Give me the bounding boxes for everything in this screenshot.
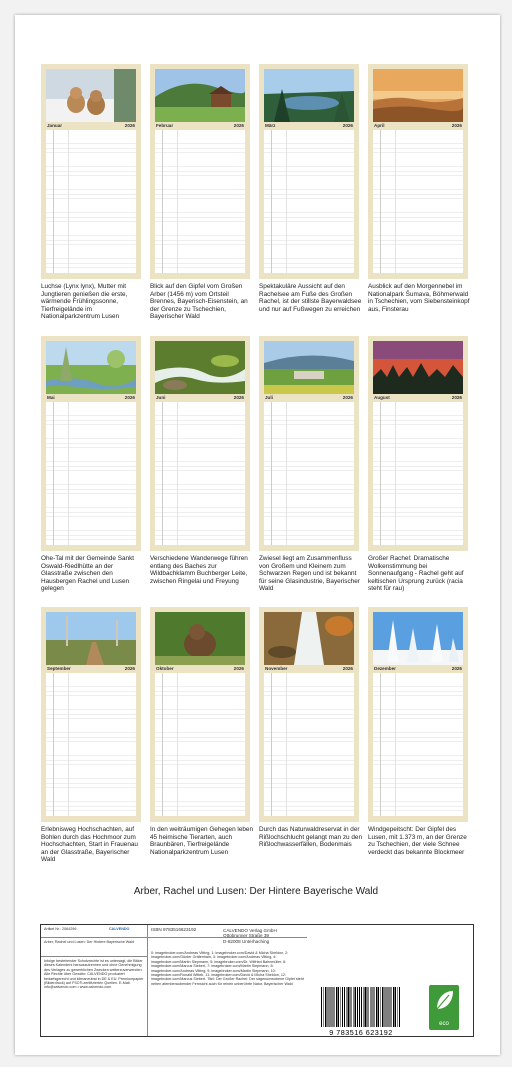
product-title: Arber, Rachel und Lusen: Der Hintere Bayerische Wald [44, 940, 135, 944]
month-year: 2026 [342, 395, 353, 400]
calendar-title: Arber, Rachel und Lusen: Der Hintere Bayerische Wald [133, 886, 379, 897]
month-name: Mai [47, 395, 55, 400]
morning-fog-photo [373, 69, 463, 122]
creek-photo [155, 341, 245, 394]
bear-photo [155, 612, 245, 665]
day-grid [46, 673, 136, 816]
month-header [46, 665, 136, 672]
month-page [368, 64, 468, 279]
month-year: 2026 [233, 395, 244, 400]
month-header [155, 665, 245, 672]
publisher-address: CALVENDO Verlag GmbH Ottobrunner Straße 39 D-82008 Unterhaching [223, 928, 277, 944]
month-name: Januar [47, 123, 63, 128]
article-number: Artikel Nr.: 2064296 [44, 927, 77, 931]
lynx-photo [46, 69, 136, 122]
photo-credits: 0: imagebroker.com/Andreas Vitting, 1: imagebroker.com/David & Micha Sheldon, 2: imagebroker.com/Günter Gräfenhain, 3: imagebroker.com/Andreas Vitting, 4: imagebroker.com/Martin Siepmann, 5: imagebroker.com/Dr. Wilfried Bahnmüller, 6: imagebroker.com/Marcus Siebert, 7: imagebroker.com/Martin Siepmann, 8: imagebroker.com/Andreas Vitting, 9: imagebroker.com/Martin Siepmann, 10: imagebroker.com/Ronald Wittek, 11: imagebroker.com/David & Micha Sheldon, 12: imagebroker.com/Marcus Siebert. Titel: Der Großer Rachel: Der sagenumwobene Gipfel steht neben atemberaubender Fernsicht auch für reinen unberührte Natur, Bayerischer Wald [151, 951, 304, 986]
arber-photo [155, 69, 245, 122]
month-page [150, 336, 250, 551]
photo-caption: Luchse (Lynx lynx), Mutter mit Jungtieren genießen die erste, wärmende Frühlingssonne, Tierfreigelände im Nationalparkzentrum Lusen [41, 283, 128, 321]
photo-caption: Zwiesel liegt am Zusammenfluss von Großem und Kleinem zum Schwarzen Regen und ist bekannt für seine Glasindustrie, Bayerischer Wald [259, 555, 360, 593]
barcode-number: 9 783516 623192 [329, 1028, 393, 1037]
photo-caption: Erlebnisweg Hochschachten, auf Bohlen durch das Hochmoor zum Hochschachten, Start in Frauenau an der Glasstraße, Bayerischer Wald [41, 826, 138, 864]
month-year: 2026 [451, 666, 462, 671]
legal-text: Infolge bestehender Schutzrechte ist es untersagt, die Bilder dieses Kalenders herauszutrennen und ohne Genehmigung des Verlages zu gewerblichen Zwecken weiterzuverwenden. Alle Rechte über Gewähr: CALVENDO produziert bedarfsgerecht und klimaneutral in DE & EU. Premiumpapier (Bilderdruck) auf FSC®-zertifizierten Quellen. E-Mail: info@calvendo.com • www.calvendo.com [44, 959, 144, 990]
photo-caption: Durch das Naturwaldreservat in der Rißlochschlucht gelangt man zu den Rißlochwasserfällen, Bodenmais [259, 826, 363, 849]
photo-caption: Spektakuläre Aussicht auf den Rachelsee am Fuße des Großen Rachel, ist der stillste Bayerwaldsee und nur auf Fußwegen zu erreichen [259, 283, 362, 313]
photo-caption: Ohe-Tal mit der Gemeinde Sankt Oswald-Riedlhütte an der Glasstraße zwischen den Hausbergen Rachel und Lusen gelegen [41, 555, 135, 593]
month-page [41, 336, 141, 551]
calvendo-logo: CALVENDO [109, 927, 130, 931]
leaf-icon [429, 985, 459, 1015]
photo-caption: Windgepeitscht: Der Gipfel des Lusen, mit 1.373 m, an der Grenze zu Tschechien, der viele Schnee verdeckt das bekannte Blockmeer [368, 826, 467, 856]
day-grid [46, 130, 136, 273]
month-page [150, 64, 250, 279]
product-label [40, 924, 474, 1037]
month-year: 2026 [124, 395, 135, 400]
photo-caption: Großer Rachel: Dramatische Wolkenstimmung bei Sonnenaufgang - Rachel geht auf keltischen Ursprung zurück (racia steht für rau) [368, 555, 464, 593]
month-year: 2026 [342, 666, 353, 671]
eco-label: eco [439, 1021, 449, 1027]
month-name: September [47, 666, 71, 671]
waterfall-photo [264, 612, 354, 665]
month-year: 2026 [124, 123, 135, 128]
day-grid [155, 673, 245, 816]
month-header [155, 122, 245, 129]
day-grid [373, 402, 463, 545]
zwiesel-photo [264, 341, 354, 394]
day-grid [264, 402, 354, 545]
boardwalk-photo [46, 612, 136, 665]
photo-caption: Ausblick auf den Morgennebel im Nationalpark Šumava, Böhmerwald in Tschechien, vom Siebensteinkopf aus, Finsterau [368, 283, 470, 313]
month-page [368, 607, 468, 822]
month-header [46, 122, 136, 129]
day-grid [155, 402, 245, 545]
month-header [46, 394, 136, 401]
month-header [155, 394, 245, 401]
photo-caption: In den weiträumigen Gehegen leben 45 heimische Tierarten, auch Braunbären, Tierfreigelände Nationalparkzentrum Lusen [150, 826, 254, 856]
month-year: 2026 [342, 123, 353, 128]
month-page [150, 607, 250, 822]
month-name: August [374, 395, 390, 400]
month-header [373, 665, 463, 672]
month-header [264, 665, 354, 672]
sunrise-photo [373, 341, 463, 394]
month-name: Februar [156, 123, 174, 128]
month-name: Dezember [374, 666, 396, 671]
month-page [41, 64, 141, 279]
snow-trees-photo [373, 612, 463, 665]
month-page [368, 336, 468, 551]
month-name: Juli [265, 395, 273, 400]
month-year: 2026 [451, 395, 462, 400]
month-year: 2026 [233, 666, 244, 671]
day-grid [264, 130, 354, 273]
month-year: 2026 [233, 123, 244, 128]
day-grid [46, 402, 136, 545]
month-page [41, 607, 141, 822]
day-grid [155, 130, 245, 273]
isbn: ISBN 9783516623192 [151, 928, 197, 932]
month-page [259, 336, 359, 551]
month-year: 2026 [124, 666, 135, 671]
month-year: 2026 [451, 123, 462, 128]
day-grid [373, 130, 463, 273]
day-grid [264, 673, 354, 816]
month-name: März [265, 123, 276, 128]
month-page [259, 607, 359, 822]
day-grid [373, 673, 463, 816]
month-page [259, 64, 359, 279]
month-name: November [265, 666, 288, 671]
month-name: Juni [156, 395, 166, 400]
month-header [264, 122, 354, 129]
ohe-valley-photo [46, 341, 136, 394]
month-header [373, 122, 463, 129]
barcode [321, 987, 401, 1027]
rachelsee-photo [264, 69, 354, 122]
month-name: Oktober [156, 666, 174, 671]
eco-badge [429, 985, 459, 1030]
photo-caption: Blick auf den Gipfel vom Großen Arber (1456 m) vom Ortsteil Brennes, Bayerisch-Eisenstein, an der Grenze zu Tschechien, Bayerischer Wald [150, 283, 248, 321]
month-name: April [374, 123, 385, 128]
photo-caption: Verschiedene Wanderwege führen entlang des Baches zur Wildbachklamm Buchberger Leite, zwischen Ringelai und Freyung [150, 555, 248, 585]
month-header [373, 394, 463, 401]
month-header [264, 394, 354, 401]
